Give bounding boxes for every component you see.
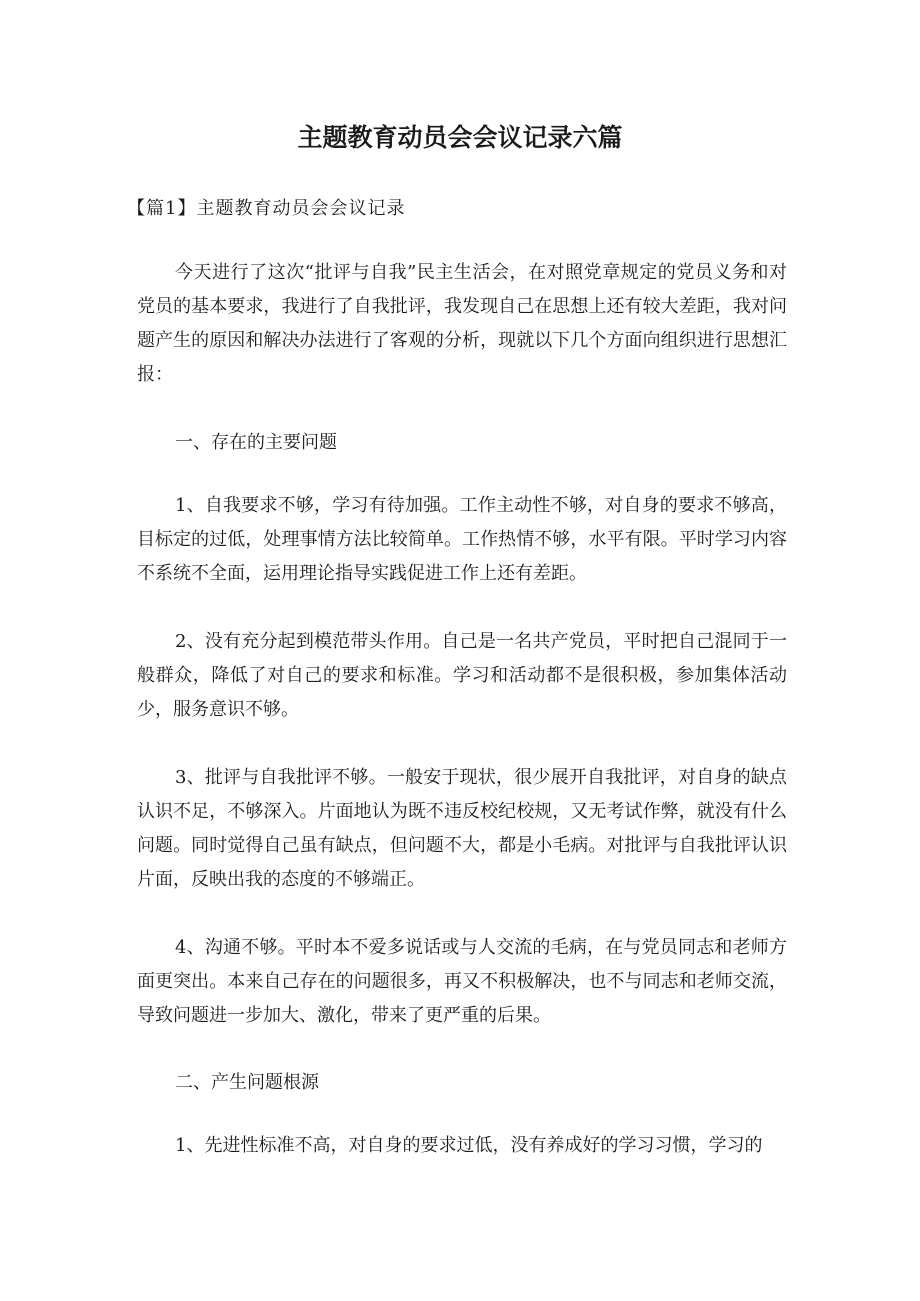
problem-item-4: 4、沟通不够。平时本不爱多说话或与人交流的毛病，在与党员同志和老师方面更突出。本来自己存在的问题很多，再又不积极解决，也不与同志和老师交流，导致问题进一步加大、激化，带来了更严重的后果。: [137, 937, 787, 1026]
section-heading-problems: 一、存在的主要问题: [175, 432, 337, 453]
chapter-heading: 【篇1】主题教育动员会会议记录: [127, 198, 406, 219]
document-title: 主题教育动员会会议记录六篇: [297, 123, 623, 152]
cause-item-1: 1、先进性标准不高，对自身的要求过低，没有养成好的学习习惯，学习的: [175, 1135, 763, 1156]
section-heading-causes: 二、产生问题根源: [175, 1072, 319, 1093]
problem-item-2: 2、没有充分起到模范带头作用。自己是一名共产党员，平时把自己混同于一般群众，降低了对自己的要求和标准。学习和活动都不是很积极，参加集体活动少，服务意识不够。: [137, 631, 787, 720]
problem-item-1: 1、自我要求不够，学习有待加强。工作主动性不够，对自身的要求不够高，目标定的过低，处理事情方法比较简单。工作热情不够，水平有限。平时学习内容不系统不全面，运用理论指导实践促进工作上还有差距。: [137, 495, 787, 584]
intro-paragraph: 今天进行了这次“批评与自我”民主生活会，在对照党章规定的党员义务和对党员的基本要求，我进行了自我批评，我发现自己在思想上还有较大差距，我对问题产生的原因和解决办法进行了客观的分析，现就以下几个方面向组织进行思想汇报：: [137, 262, 787, 385]
problem-item-3: 3、批评与自我批评不够。一般安于现状，很少展开自我批评，对自身的缺点认识不足，不够深入。片面地认为既不违反校纪校规，又无考试作弊，就没有什么问题。同时觉得自己虽有缺点，但问题不大，都是小毛病。对批评与自我批评认识片面，反映出我的态度的不够端正。: [137, 767, 787, 890]
